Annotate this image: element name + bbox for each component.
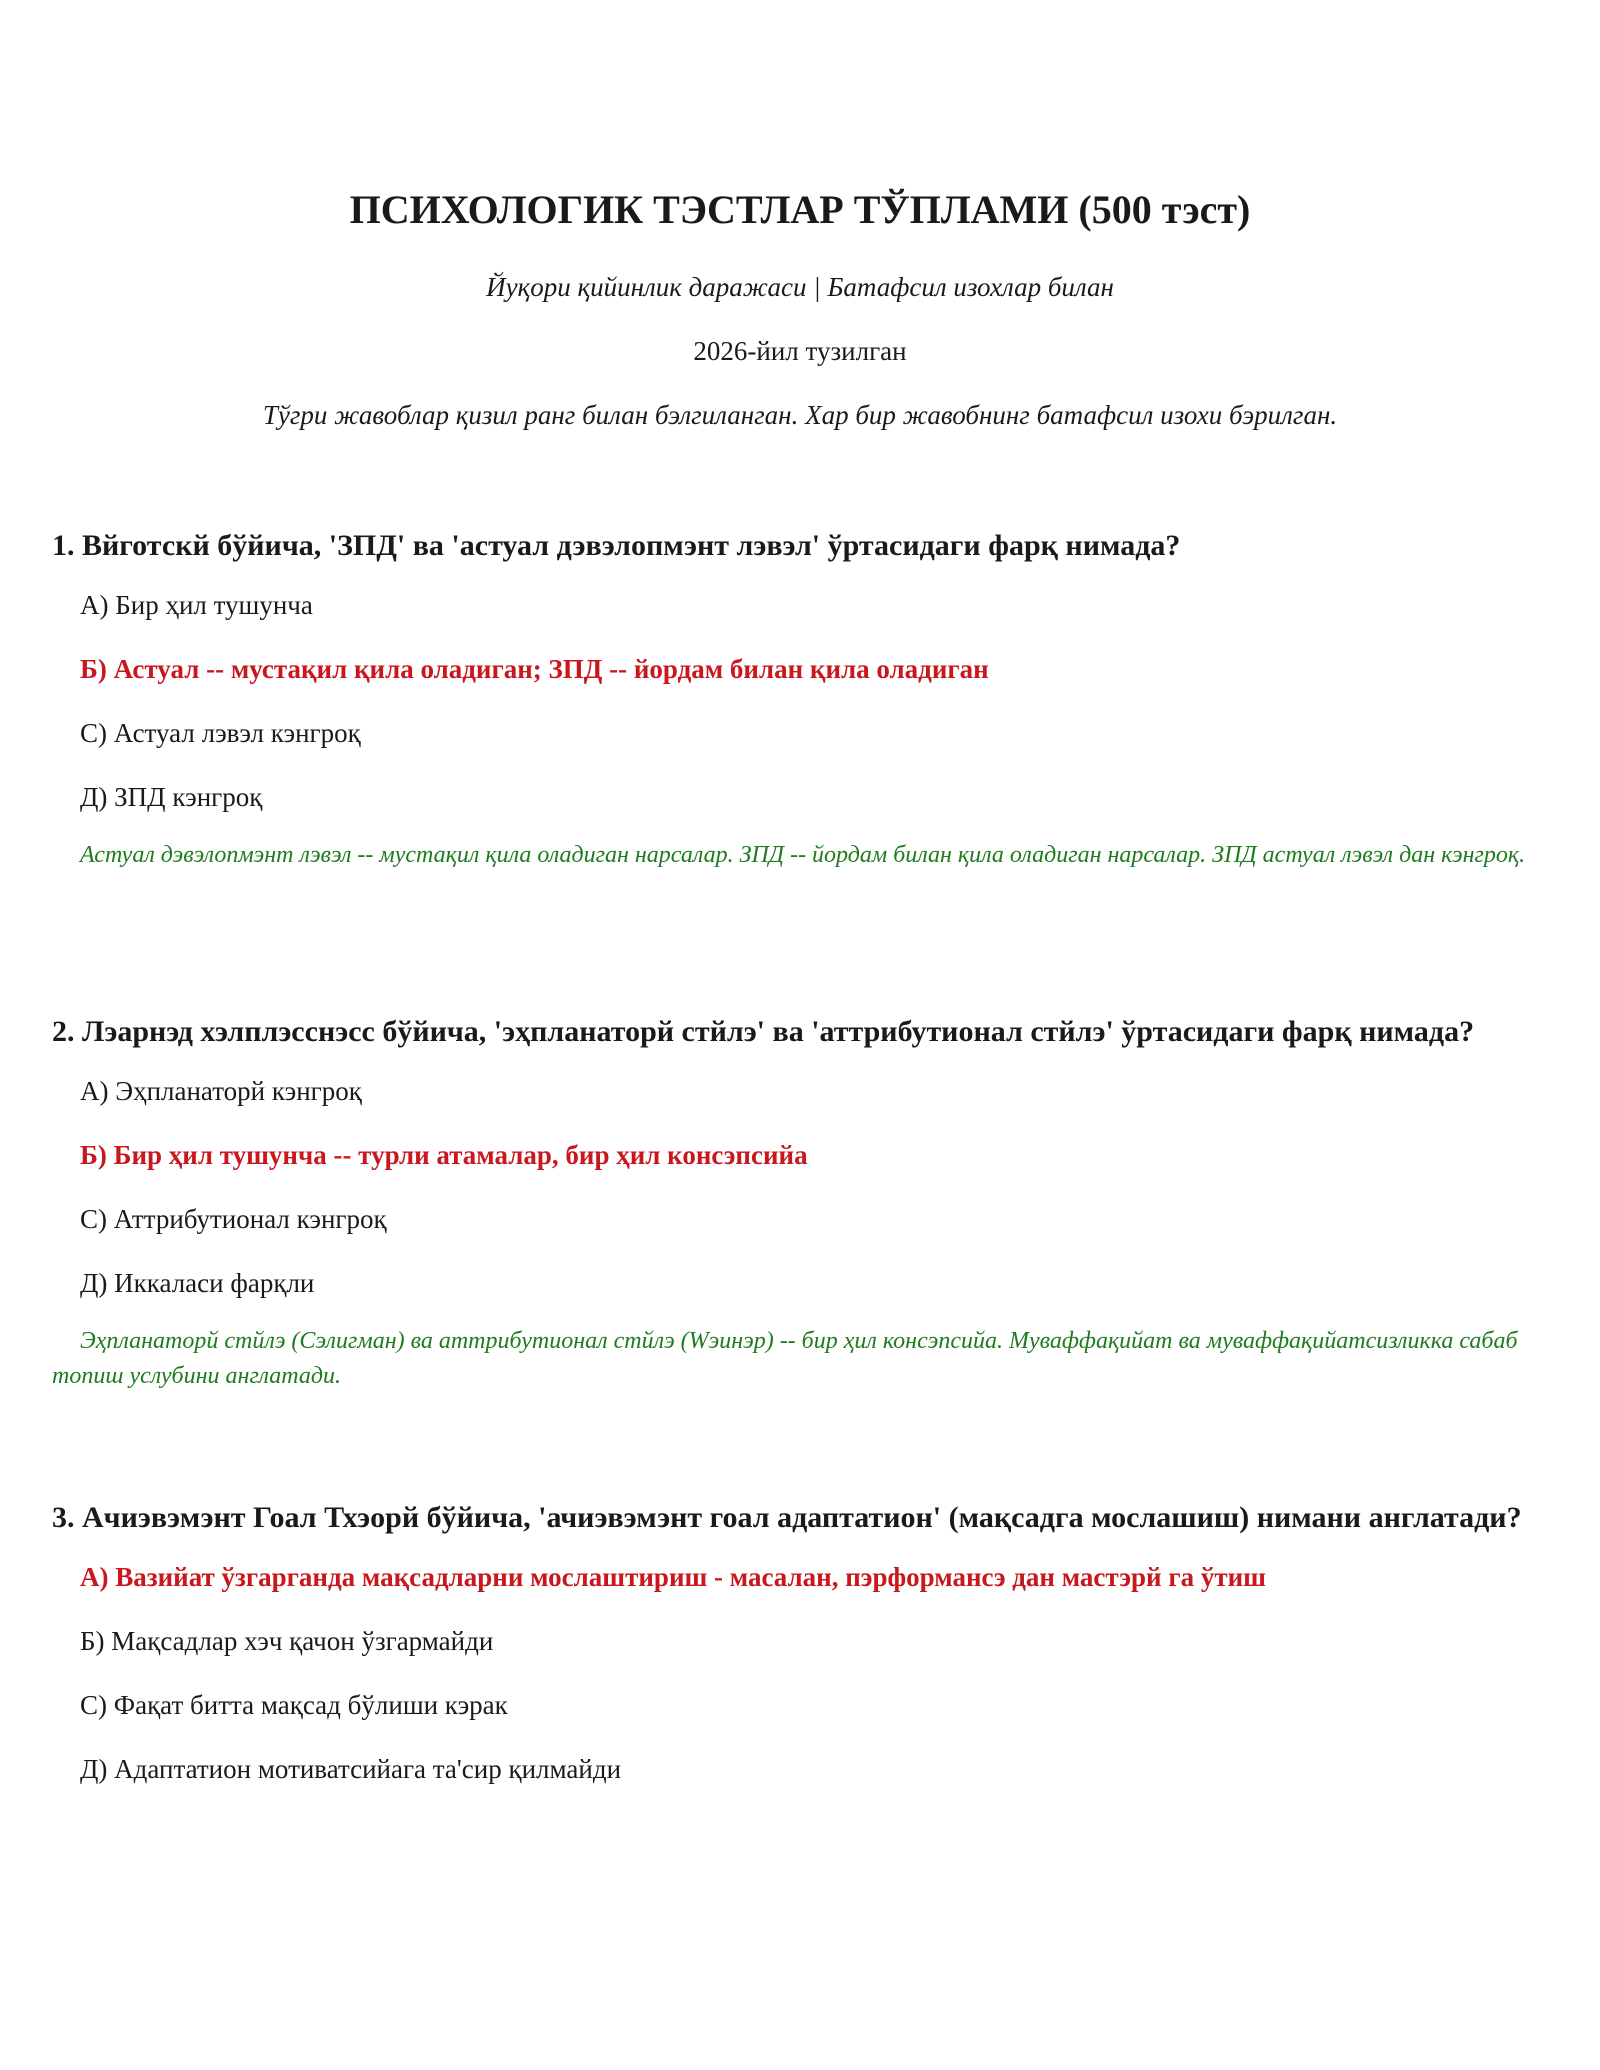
explanation: Эҳпланаторй стйлэ (Сэлигман) ва аттрибутионал стйлэ (Wэинэр) -- бир ҳил консэпсийа. Муваффақийат ва муваффақийатсизликка сабаб топиш услубини англатади. (52, 1328, 1518, 1389)
question-1 (52, 526, 1562, 873)
option-c: С) Аттрибутионал кэнгроқ (80, 1204, 387, 1234)
option-b-correct: Б) Бир ҳил тушунча -- турли атамалар, бир ҳил консэпсийа (80, 1140, 808, 1170)
option-b: Б) Мақсадлар хэч қачон ўзгармайди (80, 1626, 494, 1656)
document-subtitle: Йуқори қийинлик даражаси | Батафсил изохлар билан (486, 272, 1114, 302)
option-d: Д) Иккаласи фарқли (80, 1268, 315, 1298)
document-date: 2026-йил тузилган (693, 336, 907, 366)
option-a-correct: А) Вазийат ўзгарганда мақсадларни мослаштириш - масалан, пэрформансэ дан мастэрй га ўтиш (80, 1562, 1266, 1592)
explanation: Астуал дэвэлопмэнт лэвэл -- мустақил қила оладиган нарсалар. ЗПД -- йордам билан қила оладиган нарсалар. ЗПД астуал лэвэл дан кэнгроқ. (80, 842, 1526, 868)
document-note: Тўгри жавоблар қизил ранг билан бэлгиланган. Хар бир жавобнинг батафсил изохи бэрилган. (262, 400, 1338, 430)
option-a: А) Эҳпланаторй кэнгроқ (80, 1076, 362, 1106)
question-text: 1. Вйготскй бўйича, 'ЗПД' ва 'астуал дэвэлопмэнт лэвэл' ўртасидаги фарқ нимада? (52, 529, 1181, 562)
question-2 (52, 1012, 1562, 1394)
option-c: С) Фақат битта мақсад бўлиши кэрак (80, 1690, 508, 1720)
question-text: 3. Ачиэвэмэнт Гоал Тхэорй бўйича, 'ачиэвэмэнт гоал адаптатион' (мақсадга мослашиш) нимани англатади? (52, 1501, 1522, 1534)
option-b-correct: Б) Астуал -- мустақил қила оладиган; ЗПД -- йордам билан қила оладиган (80, 654, 989, 684)
option-d: Д) ЗПД кэнгроқ (80, 782, 263, 812)
option-c: С) Астуал лэвэл кэнгроқ (80, 718, 361, 748)
question-3 (52, 1498, 1562, 1816)
document-title: ПСИХОЛОГИК ТЭСТЛАР ТЎПЛАМИ (500 тэст) (349, 187, 1251, 232)
question-text: 2. Лэарнэд хэлплэсснэсс бўйича, 'эҳпланаторй стйлэ' ва 'аттрибутионал стйлэ' ўртасидаги фарқ нимада? (52, 1015, 1475, 1048)
option-d: Д) Адаптатион мотиватсийага та'сир қилмайди (80, 1754, 622, 1784)
option-a: А) Бир ҳил тушунча (80, 590, 313, 620)
